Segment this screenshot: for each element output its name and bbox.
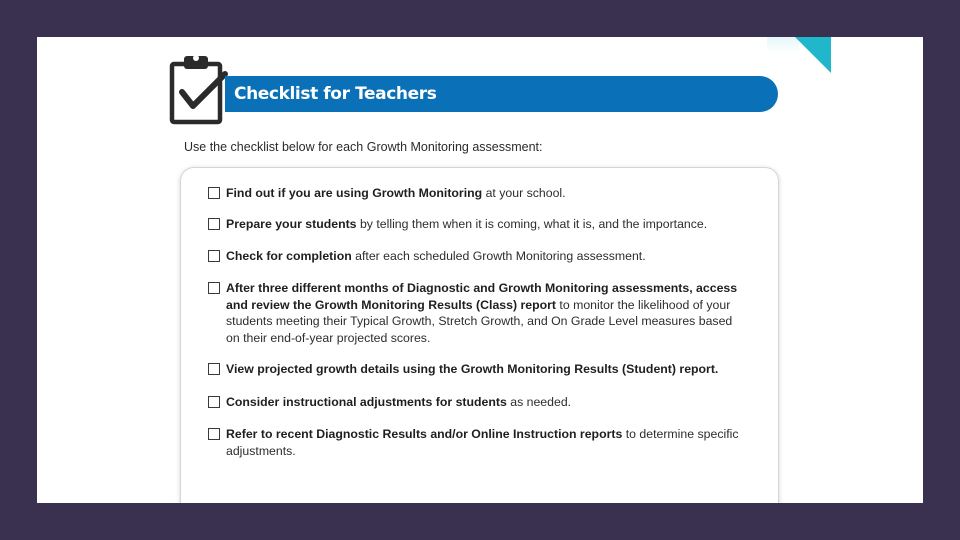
item-rest: to monitor the likelihood of your students meeting their Typical Growth, Stretch Growth, and On Grade Level measures based on their end-of-year projected scores. [226, 297, 733, 345]
checklist-item-text [226, 426, 746, 459]
checkbox-empty-icon[interactable] [208, 187, 220, 199]
corner-tab [795, 37, 831, 73]
item-bold: Prepare your students [226, 217, 357, 231]
checkbox-empty-icon[interactable] [208, 218, 220, 230]
checkbox-empty-icon[interactable] [208, 250, 220, 262]
item-rest: as needed. [506, 395, 572, 409]
item-bold: Refer to recent Diagnostic Results and/or Online Instruction reports [226, 427, 623, 441]
item-bold: Consider instructional adjustments for students [226, 395, 507, 409]
clipboard-check-icon [167, 52, 231, 128]
checklist-item-text [226, 185, 746, 202]
page-title: Checklist for Teachers [234, 84, 437, 104]
checklist-item-text [226, 394, 746, 411]
item-rest: at your school. [482, 186, 566, 200]
item-bold: Check for completion [226, 249, 352, 263]
item-rest: to determine specific adjustments. [226, 427, 739, 458]
checklist-item-text [226, 248, 746, 265]
item-bold: Find out if you are using Growth Monitoring [226, 186, 483, 200]
checkbox-empty-icon[interactable] [208, 363, 220, 375]
item-bold: View projected growth details using the Growth Monitoring Results (Student) report. [226, 362, 719, 376]
checkbox-empty-icon[interactable] [208, 396, 220, 408]
intro-text: Use the checklist below for each Growth Monitoring assessment: [184, 140, 543, 154]
checklist-item-text [226, 361, 746, 378]
item-bold: After three different months of Diagnostic and Growth Monitoring assessments, access and review the Growth Monitoring Results (Class) report [226, 281, 738, 312]
checkbox-empty-icon[interactable] [208, 282, 220, 294]
checkbox-empty-icon[interactable] [208, 428, 220, 440]
item-rest: by telling them when it is coming, what it is, and the importance. [356, 217, 708, 231]
item-rest: after each scheduled Growth Monitoring assessment. [351, 249, 646, 263]
checklist-item-text [226, 280, 746, 346]
slide [37, 37, 923, 503]
checklist-item-text [226, 216, 746, 233]
